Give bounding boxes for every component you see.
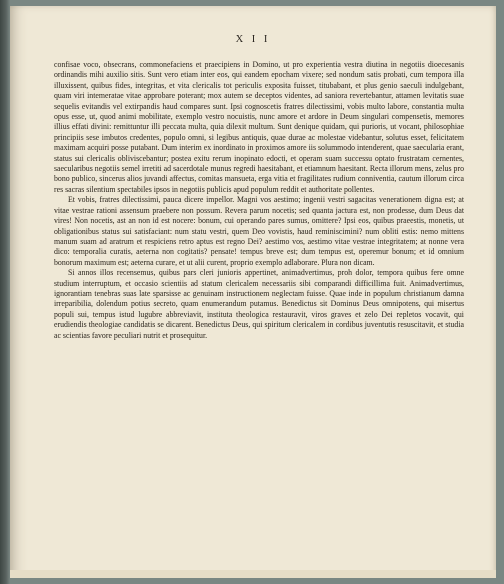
page-bottom-edge (10, 570, 496, 578)
paragraph-2: Et vobis, fratres dilectissimi, pauca dicere impellor. Magni vos aestimo; ingenii vestri sagacitas venerationem digna est; at vitae vestrae rationi assensum praebere non possum. Revera parum nocetis; sed quanta jactura est, non prodesse, dum Deus dat vires! Non nocetis, ast an non id est nocere: bonum, cui operando pares sumus, omittere? Ipsi eos, quibus praeestis, monetis, ut obligationibus status sui satisfaciant: num statu vestri, quem Deo vovistis, haud reminiscimini? num obliti estis: nemo mittens manum suam ad aratrum et respiciens retro aptus est regno Dei? aestimo vos, aestimo vitae vestrae integritatem; at nonne vera dico: temporalia curatis, aeterna non cogitatis? pensate! tempus breve est; dum tempus est, operemur bonum; et id omnium bonorum maximum est; aeterna curare, et ut alii curent, proprio exemplo adlaborare. Plura non dicam. (54, 195, 464, 267)
page-number: X I I (235, 34, 271, 45)
book-page (10, 6, 496, 578)
body-text (54, 60, 464, 341)
book-spine (0, 0, 10, 584)
paragraph-3: Si annos illos recensemus, quibus pars cleri junioris appertinet, animadvertimus, proh dolor, tempora quibus fere omne studium interruptum, et occasio scientiis ad statum clericalem necessariis sibi comparandi difficillima fuit. Animadvertimus, ignorantiam tenebras suas late sparsisse ac genuinam instructionem neglectam fuisse. Quae inde in populum christianum damna irreparibilia, dolendum potius secreto, quam enumerandum putamus. Benedictus sit Dominus Deus omnipotens, qui misertus populi sui, tempus istud lugubre abbreviavit, instituta theologica restauravit, viros graves et zelo Dei repletos vocavit, qui erudiendis theologiae candidatis se dicarent. Benedictus Deus, qui spiritum clericalem in cordibus juventutis resuscitavit, et studia ac scientias favore peculiari nutrit et prosequitur. (54, 268, 464, 340)
paragraph-1: confisae voco, obsecrans, commonefaciens et praecipiens in Domino, ut pro experientia vestra diutina in negotiis dioecesanis ordinandis mihi auxilio sitis. Sunt vero etiam inter eos, qui eandem epocham vixere; sed nondum satis probati, cum tempora illa illuxissent, quibus fides, integritas, et vita clericalis tot periculis exposita fuisset, titubabant, et plus genio saeculi indulgebant, quam viri intemeratae vitae approbare poterant; mox autem se deceptos videntes, ad saniora revertebantur, attamen levitatis suae sequelis evitandis vel extirpandis haud compares sunt. Ipsi cognoscetis fratres dilectissimi, vobis multo labore, constantia multa opus esse, ut, quod animi mobilitate, exemplo vestro nocuistis, nunc amore et ardore in Deum singulari compensetis, memores illius effati divini: remittuntur illi peccata multa, quia dilexit multum. Sunt denique quidam, qui purioris, ut vocant, philosophiae principiis sese imbutos credentes, populo omni, si legibus antiquis, quae durae ac molestae videbantur, solutus esset, felicitatem maximam acquiri posse putabant. Dum interim ex inordinato in proximos amore iis solummodo intenderent, quae saecularia erant, status sui clericalis obliviscebantur; postea exitu rerum inopinato edocti, et operam suam successu optato frustratam cernentes, saecularibus negotiis semel irretiti ad sacerdotale munus regredi haesitabant, et etiamnum haesitant. Recta illorum mens, zelus pro bono publico, sincerus alios juvandi affectus, comitas mansueta, erga vitia et fragilitates rudium conniventia, cautum illorum circa res sacras silentium spectabiles ipsos in negotiis publicis apud populum reddit et authoritate pollentes. (54, 60, 464, 194)
